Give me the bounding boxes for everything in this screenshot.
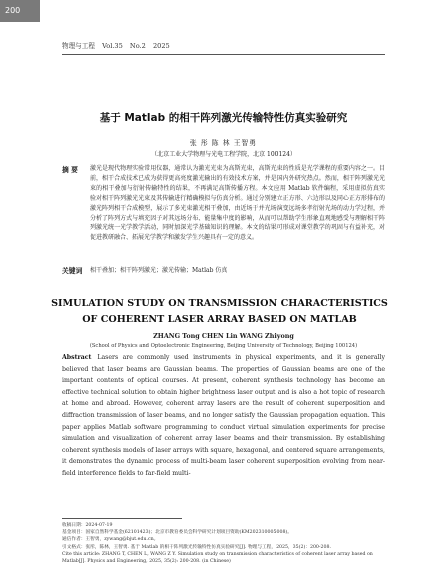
english-authors: ZHANG Tong CHEN Lin WANG Zhiyong [153, 332, 294, 340]
chinese-abstract: 激光是现代物理实验常用仪器，通常认为激光光束为高斯光束，高斯光束的性质是光学课程的重要内容之一。目前，相干合成技术已成为获得更高亮度激光输出的有效技术方案，并是国内外研究热点。然而，相干阵列激光光束的相干叠加与衍射传输特性的结果，不再满足高斯传播方程。本文应用 Matlab 软件编程，采用虚拟仿真实验对相干阵列激光光束及其传输进行精确模拟与仿真分析。通过分别建立正方形、六边形以及同心正方形排布的激光阵列相干合成模型，展示了多光束激光相干叠加，由近场于并光场演变远场多孝衍射光场的动力学过程，并分析了阵列方式与填充因子对其远场分布、能量集中度的影响，从而可以帮助学生形象直观地感受与理解相干阵列激光统一光学教学活动，同时加深光学基础知识的理解。本文的结果可形成对课堂教学的巩固与有益补充，对促进教研融合、拓展光学教学和激发学生兴趣具有一定的意义。 [90, 165, 385, 242]
chinese-affiliation: （北京工业大学物理与光电工程学院，北京 100124） [151, 151, 296, 158]
running-head [62, 40, 175, 50]
english-abstract-text: Lasers are commonly used instruments in physical experiments, and it is generally believed that laser beams are Gaussian beams. The properties of Gaussian beams are one of the important contents of optical courses. At present, coherent synthesis technology has become an effective technical solution to obtain higher brightness laser output and is also a hot topic of research at home and abroad. However, coherent array lasers are the result of coherent superposition and diffraction transmission of laser beams, and no longer satisfy the Gaussian propagation equation. This paper applies Matlab software programming to conduct virtual simulation experiments for precise simulation and visualization of coherent array laser beams and their transmission. By establishing coherent synthesis models of laser arrays with square, hexagonal, and centered square arrangements, it demonstrates the dynamic process of multi-beam laser coherent superposition evolving from near-field interference fields to far-field multi- [62, 354, 385, 477]
english-abstract-label: Abstract [62, 354, 92, 361]
footnote-rule [62, 518, 182, 519]
english-title: SIMULATION STUDY ON TRANSMISSION CHARACTERISTICS OF COHERENT LASER ARRAY BASED ON MATLAB [51, 298, 388, 325]
journal-volume: Vol.35 [102, 42, 123, 50]
chinese-title: 基于 Matlab 的相干阵列激光传输特性仿真实验研究 [99, 112, 348, 124]
keywords-label: 关键词 [62, 267, 83, 275]
english-abstract [62, 352, 385, 480]
keywords: 相干叠加；相干阵列激光；激光传输；Matlab 仿真 [90, 267, 228, 274]
journal-name: 物理与工程 [62, 42, 95, 50]
chinese-abstract-label: 摘 要 [62, 166, 78, 174]
page-number-tab: 200 [0, 0, 40, 22]
journal-year: 2025 [152, 42, 170, 50]
header-rule [62, 54, 385, 55]
english-affiliation: (School of Physics and Optoelectronic Engineering, Beijing University of Technology, Beijing 100124) [89, 343, 358, 349]
footnote-cite-cn: 引文格式：张彤，陈林，王智勇. 基于 Matlab 的相干阵列激光传输特性仿真实验研究[J]. 物理与工程，2025，35(2)：200-208. [62, 544, 331, 550]
footnote-received: 收稿日期：2024-07-19 [62, 523, 113, 528]
footnote-funding: 基金项目：国家自然科学基金(62101423)；北京市教育委员会科学研究计划项目资助(KM202310005008)。 [62, 530, 292, 536]
footnote-author: 通信作者：王智勇，zywang@bjut.edu.cn。 [62, 537, 159, 543]
footnotes [62, 522, 385, 565]
journal-issue: No.2 [129, 42, 146, 50]
chinese-authors: 张 彤 陈 林 王智勇 [189, 139, 258, 147]
footnote-cite-en: Cite this article: ZHANG T, CHEN L, WANG Z Y. Simulation study on transmission characteristics of coherent laser array based on Matlab[J]. Physics and Engineering, 2025, 35(2): 200-208. (in Chinese) [62, 551, 373, 565]
